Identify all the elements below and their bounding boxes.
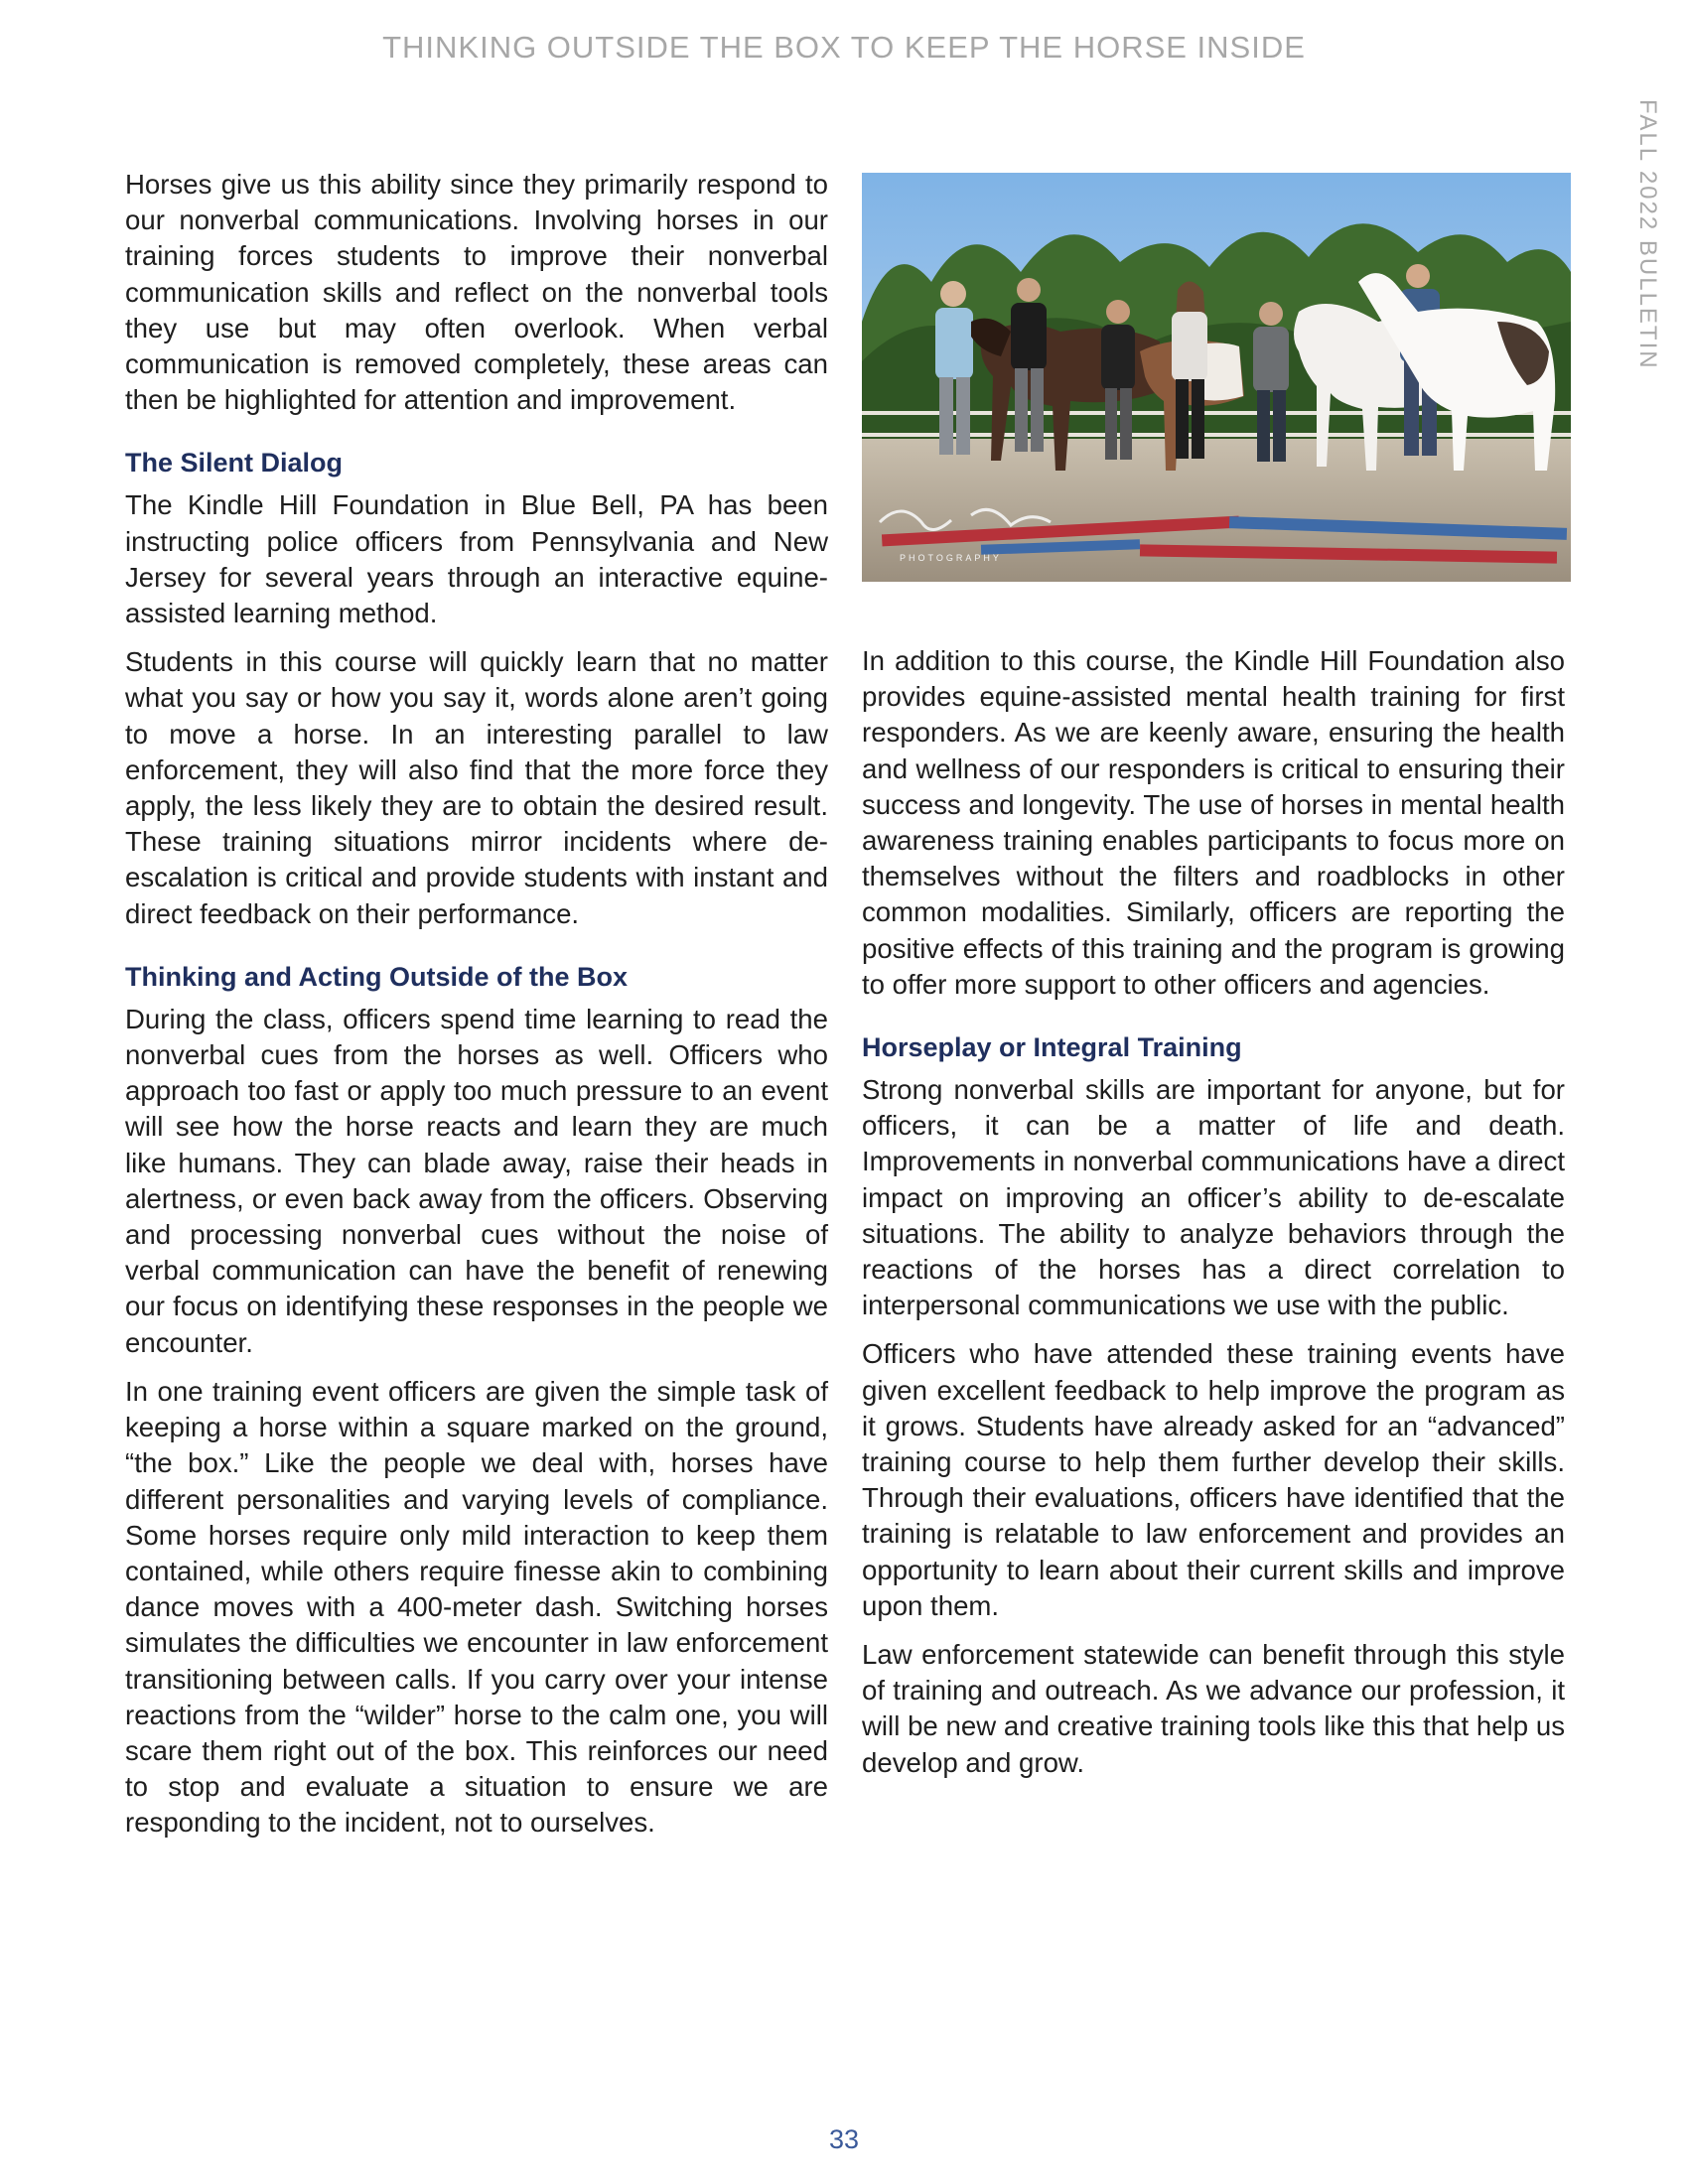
left-column [125,167,828,1854]
paragraph: Officers who have attended these training events have given excellent feedback to help improve the program as it grows. Students have already asked for an “advanced” training course to help them further develop their skills. Through their evaluations, officers have identified that the training is relatable to law enforcement and provides an opportunity to learn about their current skills and improve upon them. [862,1338,1565,1621]
running-title: THINKING OUTSIDE THE BOX TO KEEP THE HORSE INSIDE [382,30,1306,65]
paragraph: During the class, officers spend time learning to read the nonverbal cues from the horses as well. Officers who approach too fast or apply too much pressure to an event will see how the horse reacts and learn they are much like humans. They can blade away, raise their heads in alertness, or even back away from the officers. Observing and processing nonverbal cues without the noise of verbal communication can have the benefit of renewing our focus on identifying these responses in the people we encounter. [125,1003,828,1358]
paragraph: Law enforcement statewide can benefit through this style of training and outreach. As we advance our profession, it will be new and creative training tools like this that help us develop and grow. [862,1639,1565,1778]
paragraph: Students in this course will quickly learn that no matter what you say or how you say it, words alone aren’t going to move a horse. In an interesting parallel to law enforcement, they will also find that the more force they apply, the less likely they are to obtain the desired result. These training situations mirror incidents where de-escalation is critical and provide students with instant and direct feedback on their performance. [125,646,828,929]
issue-label: FALL 2022 BULLETIN [1634,99,1661,370]
right-column [862,167,1565,1794]
training-photo [862,173,1571,582]
paragraph: In addition to this course, the Kindle Hill Foundation also provides equine-assisted mental health training for first responders. As we are keenly aware, ensuring the health and wellness of our responders is critical to ensuring their success and longevity. The use of horses in mental health awareness training enables participants to focus more on themselves without the filters and roadblocks in other common modalities. Similarly, officers are reporting the positive effects of this training and the program is growing to offer more support to other officers and agencies. [862,645,1565,1000]
paragraph: In one training event officers are given the simple task of keeping a horse within a square marked on the ground, “the box.” Like the people we deal with, horses have different personalities and varying levels of compliance. Some horses require only mild interaction to keep them contained, while others require finesse akin to combining dance moves with a 400-meter dash. Switching horses simulates the difficulties we encounter in law enforcement transitioning between calls. If you carry over your intense reactions from the “wilder” horse to the calm one, you will scare them right out of the box. This reinforces our need to stop and evaluate a situation to ensure we are responding to the incident, not to ourselves. [125,1375,828,1839]
paragraph: Strong nonverbal skills are important for anyone, but for officers, it can be a matter of life and death. Improvements in nonverbal communications have a direct impact on improving an officer’s ability to de-escalate situations. The ability to analyze behaviors through the reactions of the horses has a direct correlation to interpersonal communications we use with the public. [862,1074,1565,1321]
photo-illustration [862,173,1571,582]
paragraph: The Kindle Hill Foundation in Blue Bell, PA has been instructing police officers from Pennsylvania and New Jersey for several years through an interactive equine-assisted learning method. [125,489,828,629]
photo-credit-watermark: PHOTOGRAPHY [900,553,1002,563]
page-number: 33 [828,2124,860,2154]
section-heading: Horseplay or Integral Training [862,1032,1242,1063]
section-heading: The Silent Dialog [125,448,344,478]
section-heading: Thinking and Acting Outside of the Box [125,961,628,992]
paragraph: Horses give us this ability since they primarily respond to our nonverbal communications. Involving horses in our training forces students to improve their nonverbal communication skills and reflect on the nonverbal tools they use but may often overlook. When verbal communication is removed completely, these areas can then be highlighted for attention and improvement. [125,169,828,416]
